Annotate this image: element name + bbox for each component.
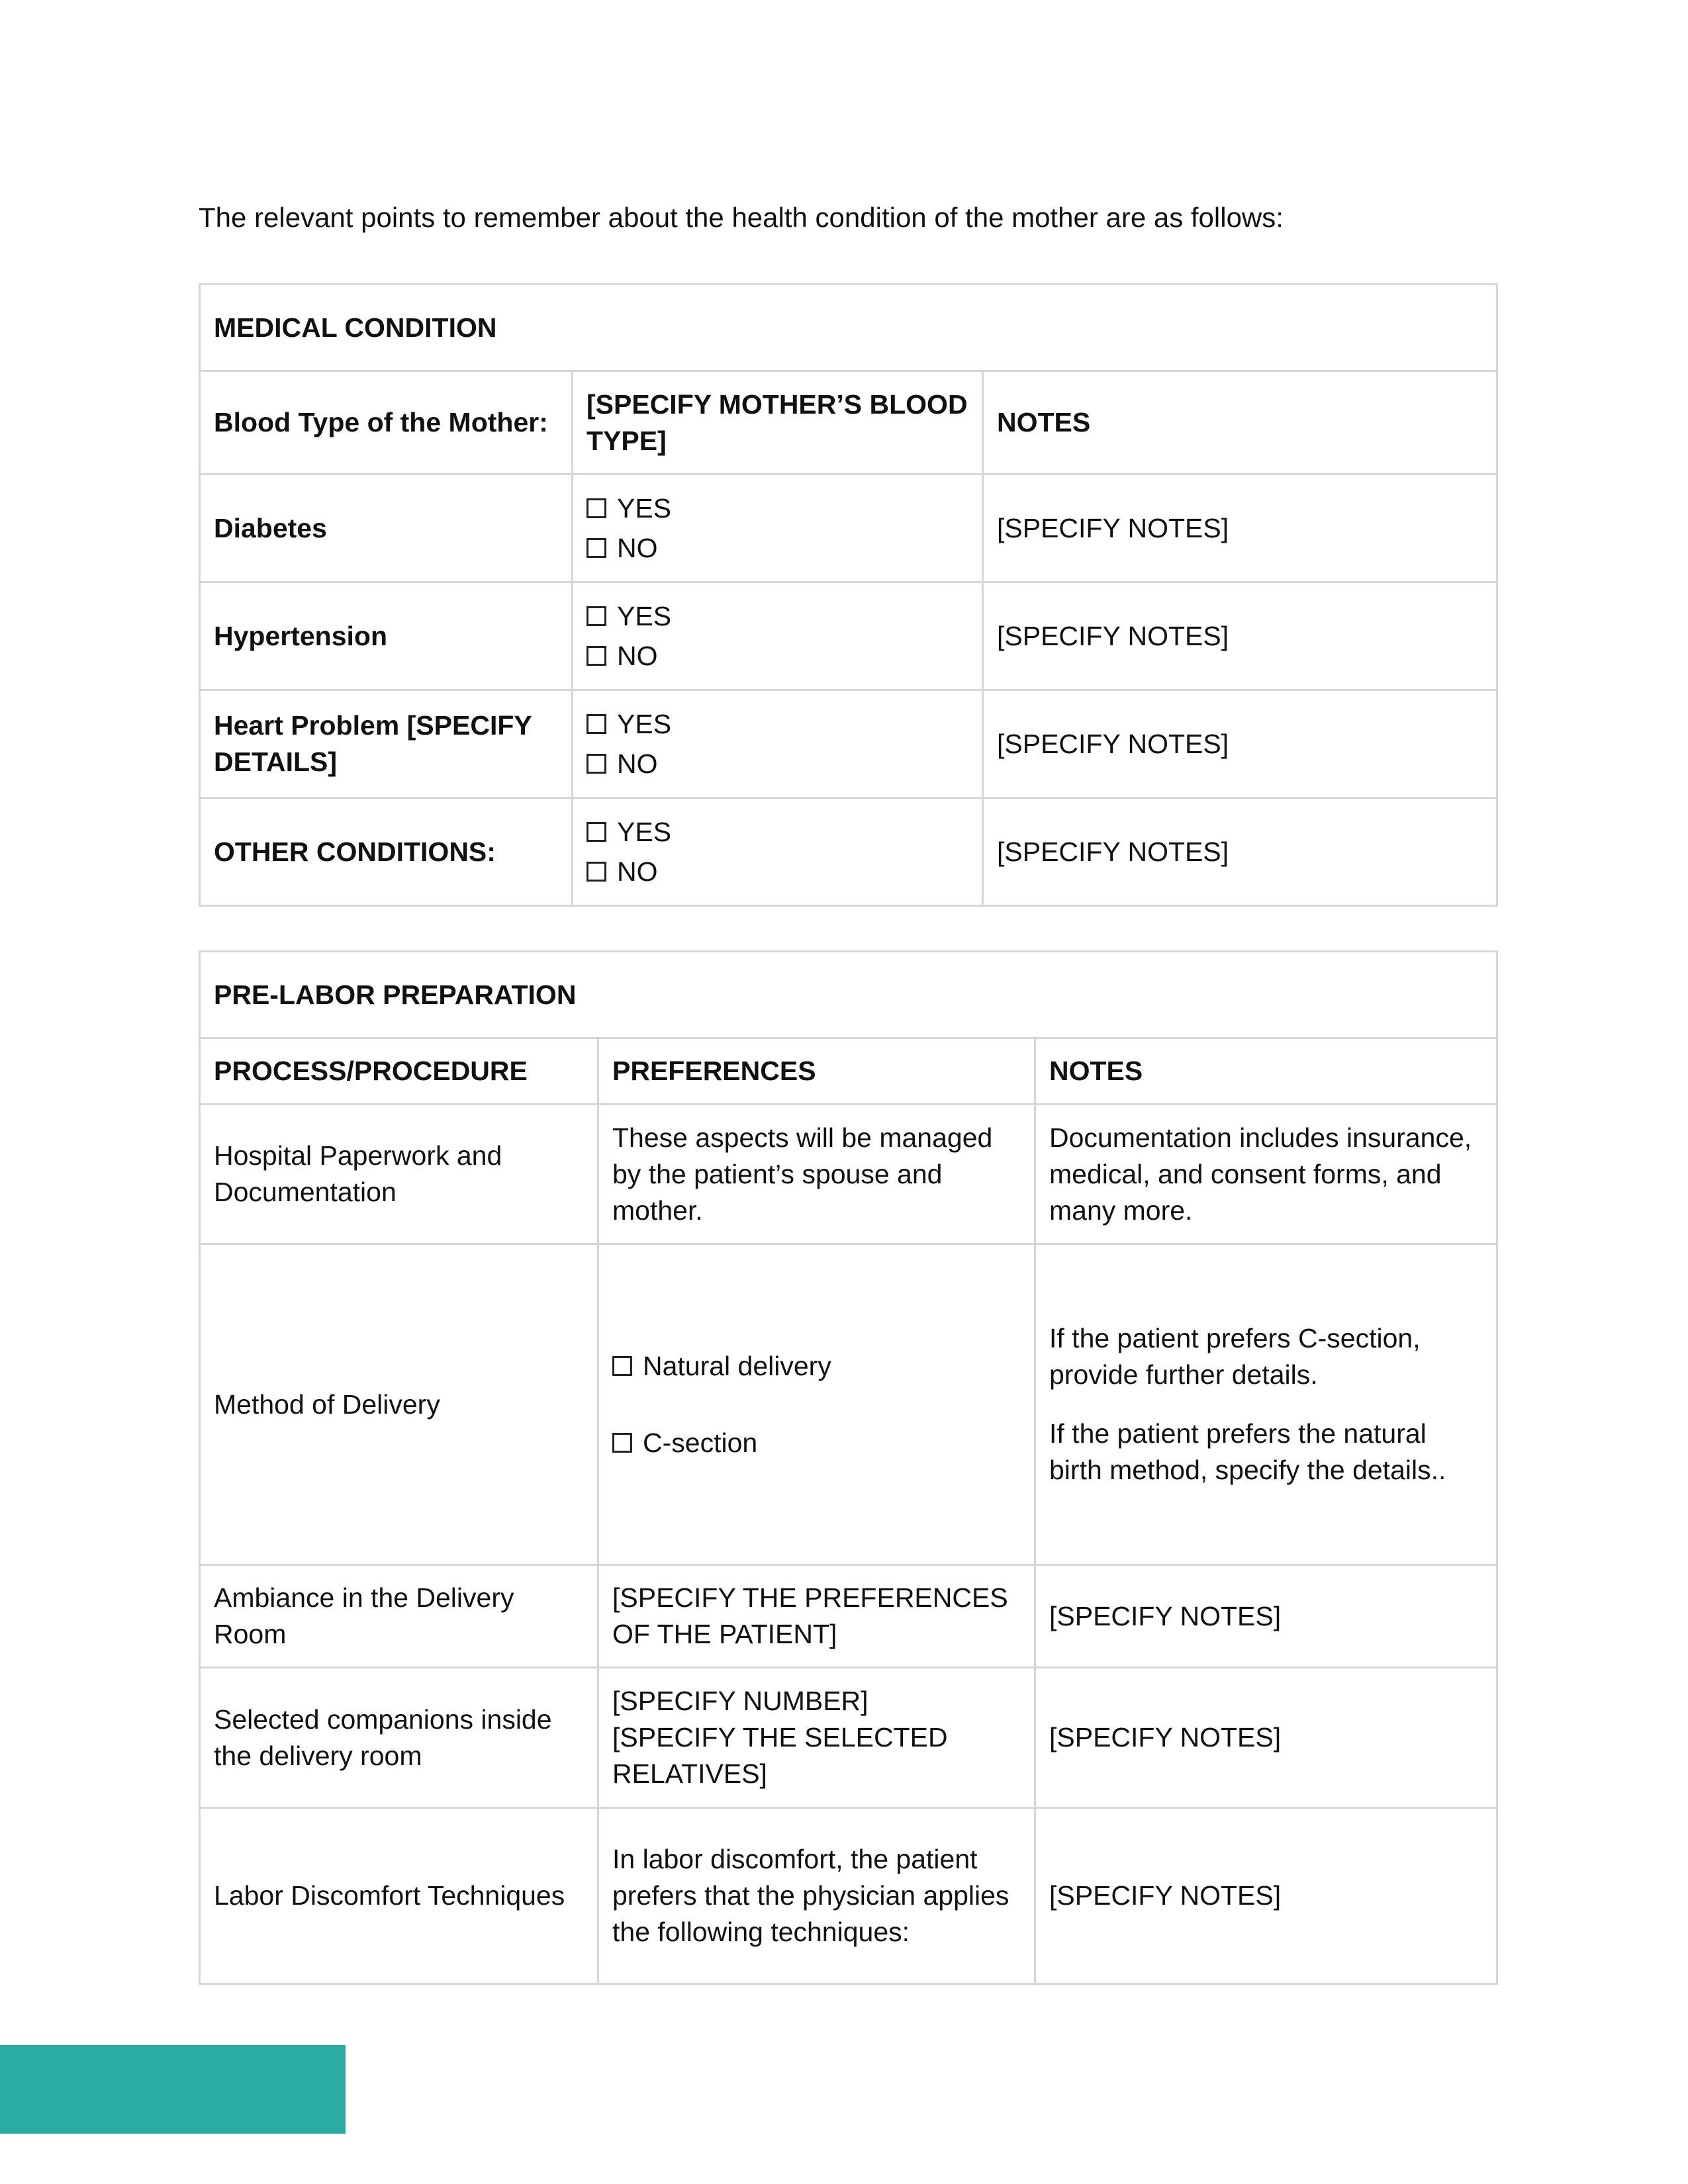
prelabor-header-row — [200, 1038, 1497, 1105]
preferences-cell[interactable]: [SPECIFY THE PREFERENCES OF THE PATIENT] — [598, 1565, 1035, 1668]
no-label: NO — [617, 532, 658, 563]
prelabor-title-row — [200, 952, 1497, 1038]
no-option[interactable] — [586, 744, 968, 784]
process-cell: Labor Discomfort Techniques — [200, 1808, 598, 1984]
yes-option[interactable] — [586, 596, 968, 636]
yes-label: YES — [617, 492, 672, 523]
checkbox-icon[interactable] — [586, 822, 606, 842]
yes-no-options — [573, 475, 983, 582]
process-cell: Hospital Paperwork and Documentation — [200, 1105, 598, 1244]
row-companions — [200, 1668, 1497, 1808]
condition-row-other — [200, 798, 1497, 906]
no-label: NO — [617, 748, 658, 779]
yes-label: YES — [617, 600, 672, 631]
condition-notes[interactable]: [SPECIFY NOTES] — [983, 582, 1497, 690]
yes-no-options — [573, 690, 983, 798]
checkbox-icon[interactable] — [586, 754, 606, 774]
c-section-note: If the patient prefers C-section, provide further details. — [1049, 1323, 1421, 1390]
no-label: NO — [617, 856, 658, 887]
medical-condition-table — [199, 283, 1498, 907]
pre-labor-preparation-table — [199, 950, 1498, 1985]
yes-no-options — [573, 582, 983, 690]
row-method-of-delivery — [200, 1244, 1497, 1565]
preferences-cell[interactable] — [598, 1668, 1035, 1808]
yes-label: YES — [617, 708, 672, 739]
number-placeholder: [SPECIFY NUMBER] — [612, 1686, 868, 1716]
row-paperwork — [200, 1105, 1497, 1244]
notes-cell[interactable]: [SPECIFY NOTES] — [1035, 1808, 1497, 1984]
delivery-options — [598, 1244, 1035, 1565]
row-labor-discomfort — [200, 1808, 1497, 1984]
no-option[interactable] — [586, 528, 968, 568]
checkbox-icon[interactable] — [586, 606, 606, 626]
notes-cell[interactable] — [1035, 1244, 1497, 1565]
checkbox-icon[interactable] — [586, 714, 606, 734]
condition-row-diabetes — [200, 475, 1497, 582]
c-section-option[interactable] — [612, 1423, 1021, 1463]
intro-text: The relevant points to remember about the health condition of the mother are as follows: — [199, 202, 1284, 233]
preferences-cell[interactable]: These aspects will be managed by the patient’s spouse and mother. — [598, 1105, 1035, 1244]
yes-option[interactable] — [586, 704, 968, 744]
yes-option[interactable] — [586, 812, 968, 852]
notes-header: NOTES — [983, 371, 1497, 475]
yes-label: YES — [617, 816, 672, 847]
condition-label: Heart Problem [SPECIFY DETAILS] — [200, 690, 573, 798]
blood-type-value[interactable]: [SPECIFY MOTHER’S BLOOD TYPE] — [573, 371, 983, 475]
footer-accent-bar — [0, 2045, 346, 2134]
notes-cell[interactable]: Documentation includes insurance, medical, and consent forms, and many more. — [1035, 1105, 1497, 1244]
blood-type-label: Blood Type of the Mother: — [200, 371, 573, 475]
c-section-label: C-section — [643, 1427, 758, 1458]
prelabor-title: PRE-LABOR PREPARATION — [200, 952, 1497, 1038]
medical-title: MEDICAL CONDITION — [200, 285, 1497, 371]
preferences-header: PREFERENCES — [598, 1038, 1035, 1105]
condition-notes[interactable]: [SPECIFY NOTES] — [983, 475, 1497, 582]
no-label: NO — [617, 640, 658, 671]
process-header: PROCESS/PROCEDURE — [200, 1038, 598, 1105]
medical-title-row — [200, 285, 1497, 371]
process-cell: Ambiance in the Delivery Room — [200, 1565, 598, 1668]
natural-delivery-label: Natural delivery — [643, 1350, 831, 1381]
condition-label: Diabetes — [200, 475, 573, 582]
checkbox-icon[interactable] — [612, 1433, 632, 1453]
notes-cell[interactable]: [SPECIFY NOTES] — [1035, 1668, 1497, 1808]
checkbox-icon[interactable] — [586, 498, 606, 518]
relatives-placeholder: [SPECIFY THE SELECTED RELATIVES] — [612, 1722, 948, 1789]
natural-birth-note: If the patient prefers the natural birth method, specify the details.. — [1049, 1418, 1446, 1485]
notes-cell[interactable]: [SPECIFY NOTES] — [1035, 1565, 1497, 1668]
checkbox-icon[interactable] — [612, 1356, 632, 1376]
condition-notes[interactable]: [SPECIFY NOTES] — [983, 798, 1497, 906]
yes-option[interactable] — [586, 488, 968, 528]
process-cell: Method of Delivery — [200, 1244, 598, 1565]
no-option[interactable] — [586, 636, 968, 676]
blood-type-row — [200, 371, 1497, 475]
process-cell: Selected companions inside the delivery room — [200, 1668, 598, 1808]
condition-label: Hypertension — [200, 582, 573, 690]
condition-row-hypertension — [200, 582, 1497, 690]
row-ambiance — [200, 1565, 1497, 1668]
condition-row-heart-problem — [200, 690, 1497, 798]
preferences-cell[interactable]: In labor discomfort, the patient prefers that the physician applies the following techniques: — [598, 1808, 1035, 1984]
condition-notes[interactable]: [SPECIFY NOTES] — [983, 690, 1497, 798]
notes-header: NOTES — [1035, 1038, 1497, 1105]
checkbox-icon[interactable] — [586, 646, 606, 666]
condition-label: OTHER CONDITIONS: — [200, 798, 573, 906]
natural-delivery-option[interactable] — [612, 1346, 1021, 1386]
checkbox-icon[interactable] — [586, 538, 606, 558]
checkbox-icon[interactable] — [586, 862, 606, 882]
no-option[interactable] — [586, 852, 968, 891]
yes-no-options — [573, 798, 983, 906]
